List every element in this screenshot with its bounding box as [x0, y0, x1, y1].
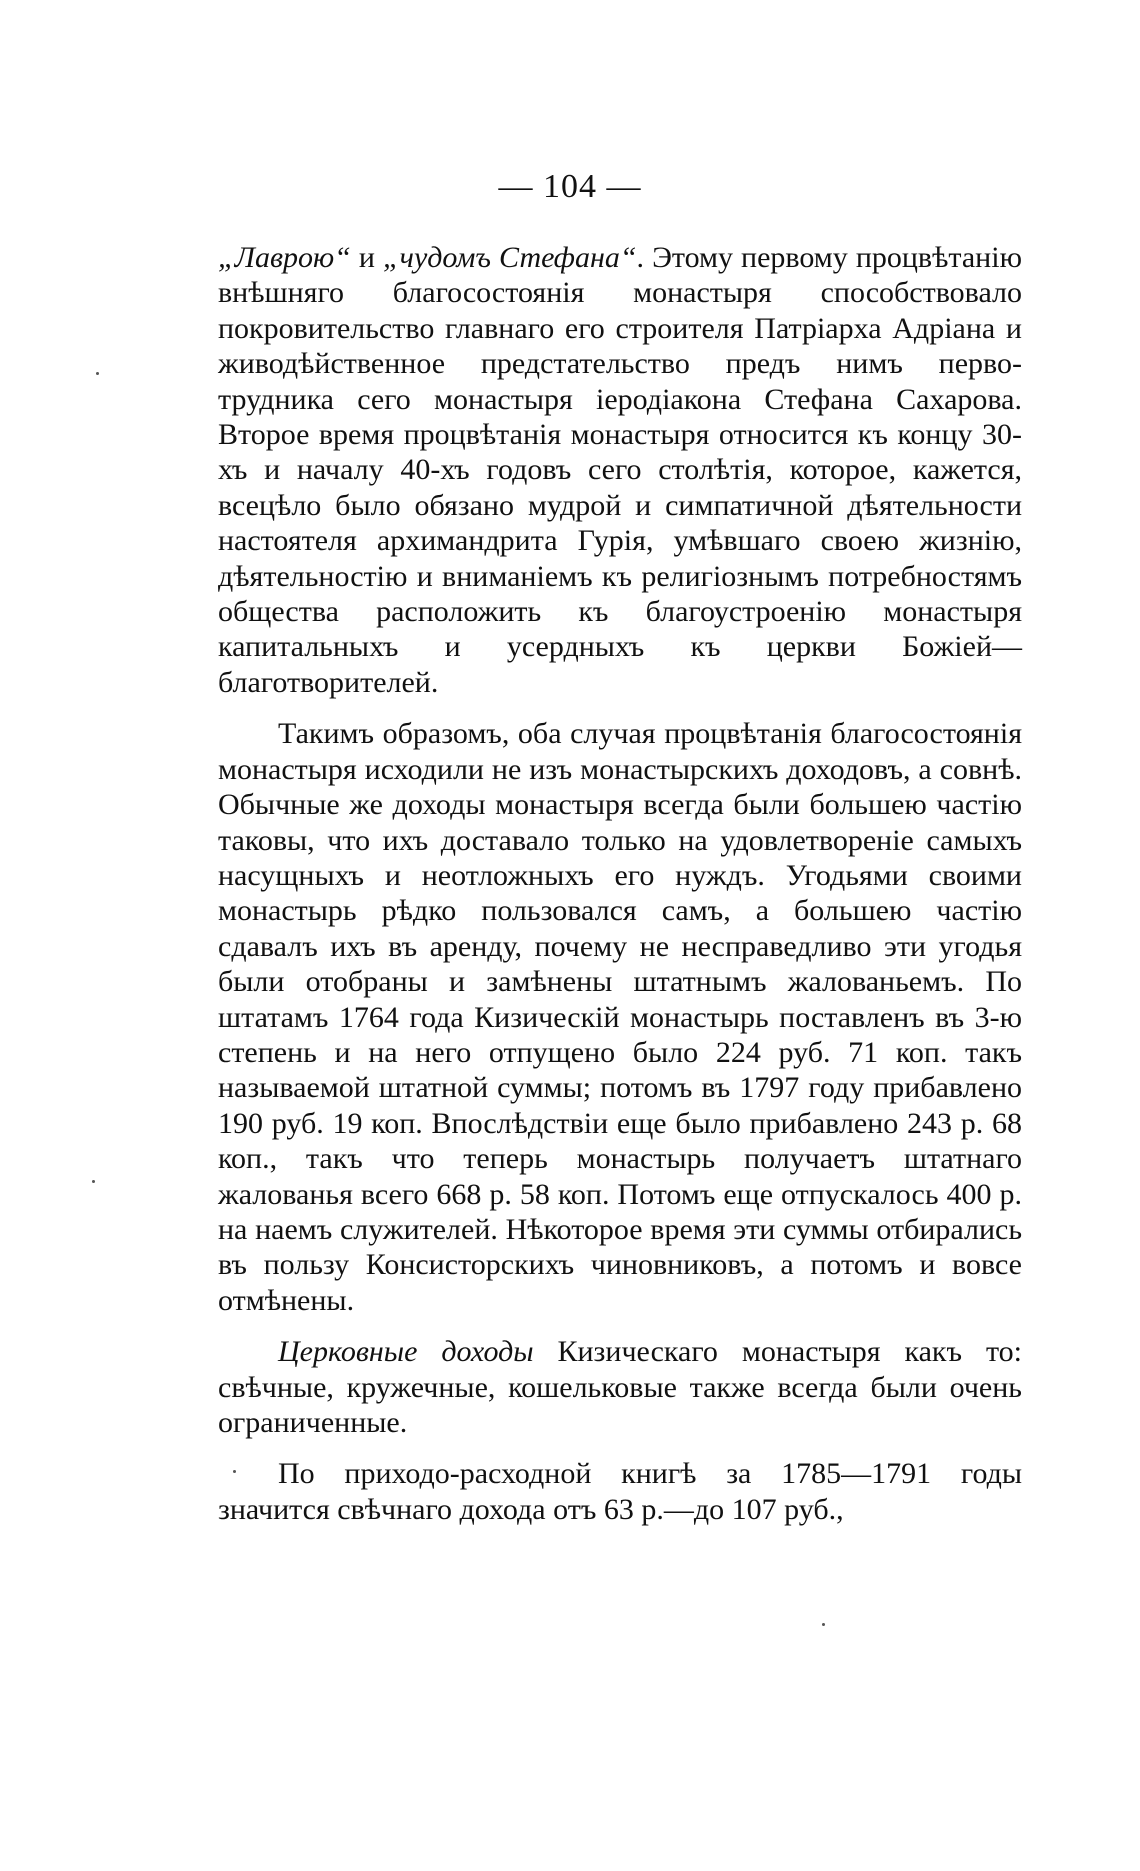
print-speck: [92, 1180, 95, 1183]
italic-phrase: Церковные доходы: [278, 1335, 534, 1369]
paragraph-1: [218, 240, 1022, 700]
page-number: — 104 —: [498, 168, 642, 205]
print-speck: [822, 1623, 825, 1626]
italic-phrase: „чудомъ Стефана“: [383, 241, 637, 274]
paragraph-4: [218, 1456, 1022, 1527]
conjunction: и: [350, 241, 383, 274]
paragraph-3: [218, 1334, 1022, 1440]
paragraph-text: Кизическаго монастыря какъ то: свѣчные, кружечные, кошельковые также всегда были очень ограниченные.: [218, 1335, 1022, 1439]
paragraph-text: Такимъ образомъ, оба случая процвѣтанія благосостоянія монастыря исходили не изъ монастырскихъ доходовъ, а совнѣ. Обычные же доходы монастыря всегда были большею частію таковы, что ихъ доставало только на удовлетвореніе самыхъ насущныхъ и неотложныхъ его нуждъ. Угодьями своими монастырь рѣдко пользовался самъ, а большею частію сдавалъ ихъ въ аренду, почему не несправедливо эти угодья были отобраны и замѣнены штатнымъ жалованьемъ. По штатамъ 1764 года Кизическій монастырь поставленъ въ 3-ю степень и на него отпущено было 224 руб. 71 коп. такъ называемой штатной суммы; потомъ въ 1797 году прибавлено 190 руб. 19 коп. Впослѣдствіи еще было прибавлено 243 р. 68 коп., такъ что теперь монастырь получаетъ штатнаго жалованья всего 668 р. 58 коп. Потомъ еще отпускалось 400 р. на наемъ служителей. Нѣкоторое время эти суммы отбирались въ пользу Консисторскихъ чиновниковъ, а потомъ и вовсе отмѣнены.: [218, 717, 1022, 1317]
paragraph-text: . Этому первому процвѣтанію внѣшняго благосостоянія монастыря способствовало покровительство главнаго его строителя Патріарха Адріана и живодѣйственное предстательство предъ нимъ перво-трудника сего монастыря іеродіакона Стефана Сахарова. Второе время процвѣтанія монастыря относится къ концу 30-хъ и началу 40-хъ годовъ сего столѣтія, которое, кажется, всецѣло было обязано мудрой и симпатичной дѣятельности настоятеля архимандрита Гурія, умѣвшаго своею жизнію, дѣятельностію и вниманіемъ къ религіознымъ потребностямъ общества расположить къ благоустроенію монастыря капитальныхъ и усердныхъ къ церкви Божiей—благотворителей.: [218, 241, 1022, 699]
body-text: [218, 240, 1022, 1527]
print-speck: [96, 372, 99, 375]
paragraph-2: [218, 716, 1022, 1318]
paragraph-text: По приходо-расходной книгѣ за 1785—1791 годы значится свѣчнаго дохода отъ 63 р.—до 107 руб.,: [218, 1457, 1022, 1526]
italic-phrase: „Лаврою“: [218, 241, 351, 274]
print-speck: [233, 1470, 236, 1473]
